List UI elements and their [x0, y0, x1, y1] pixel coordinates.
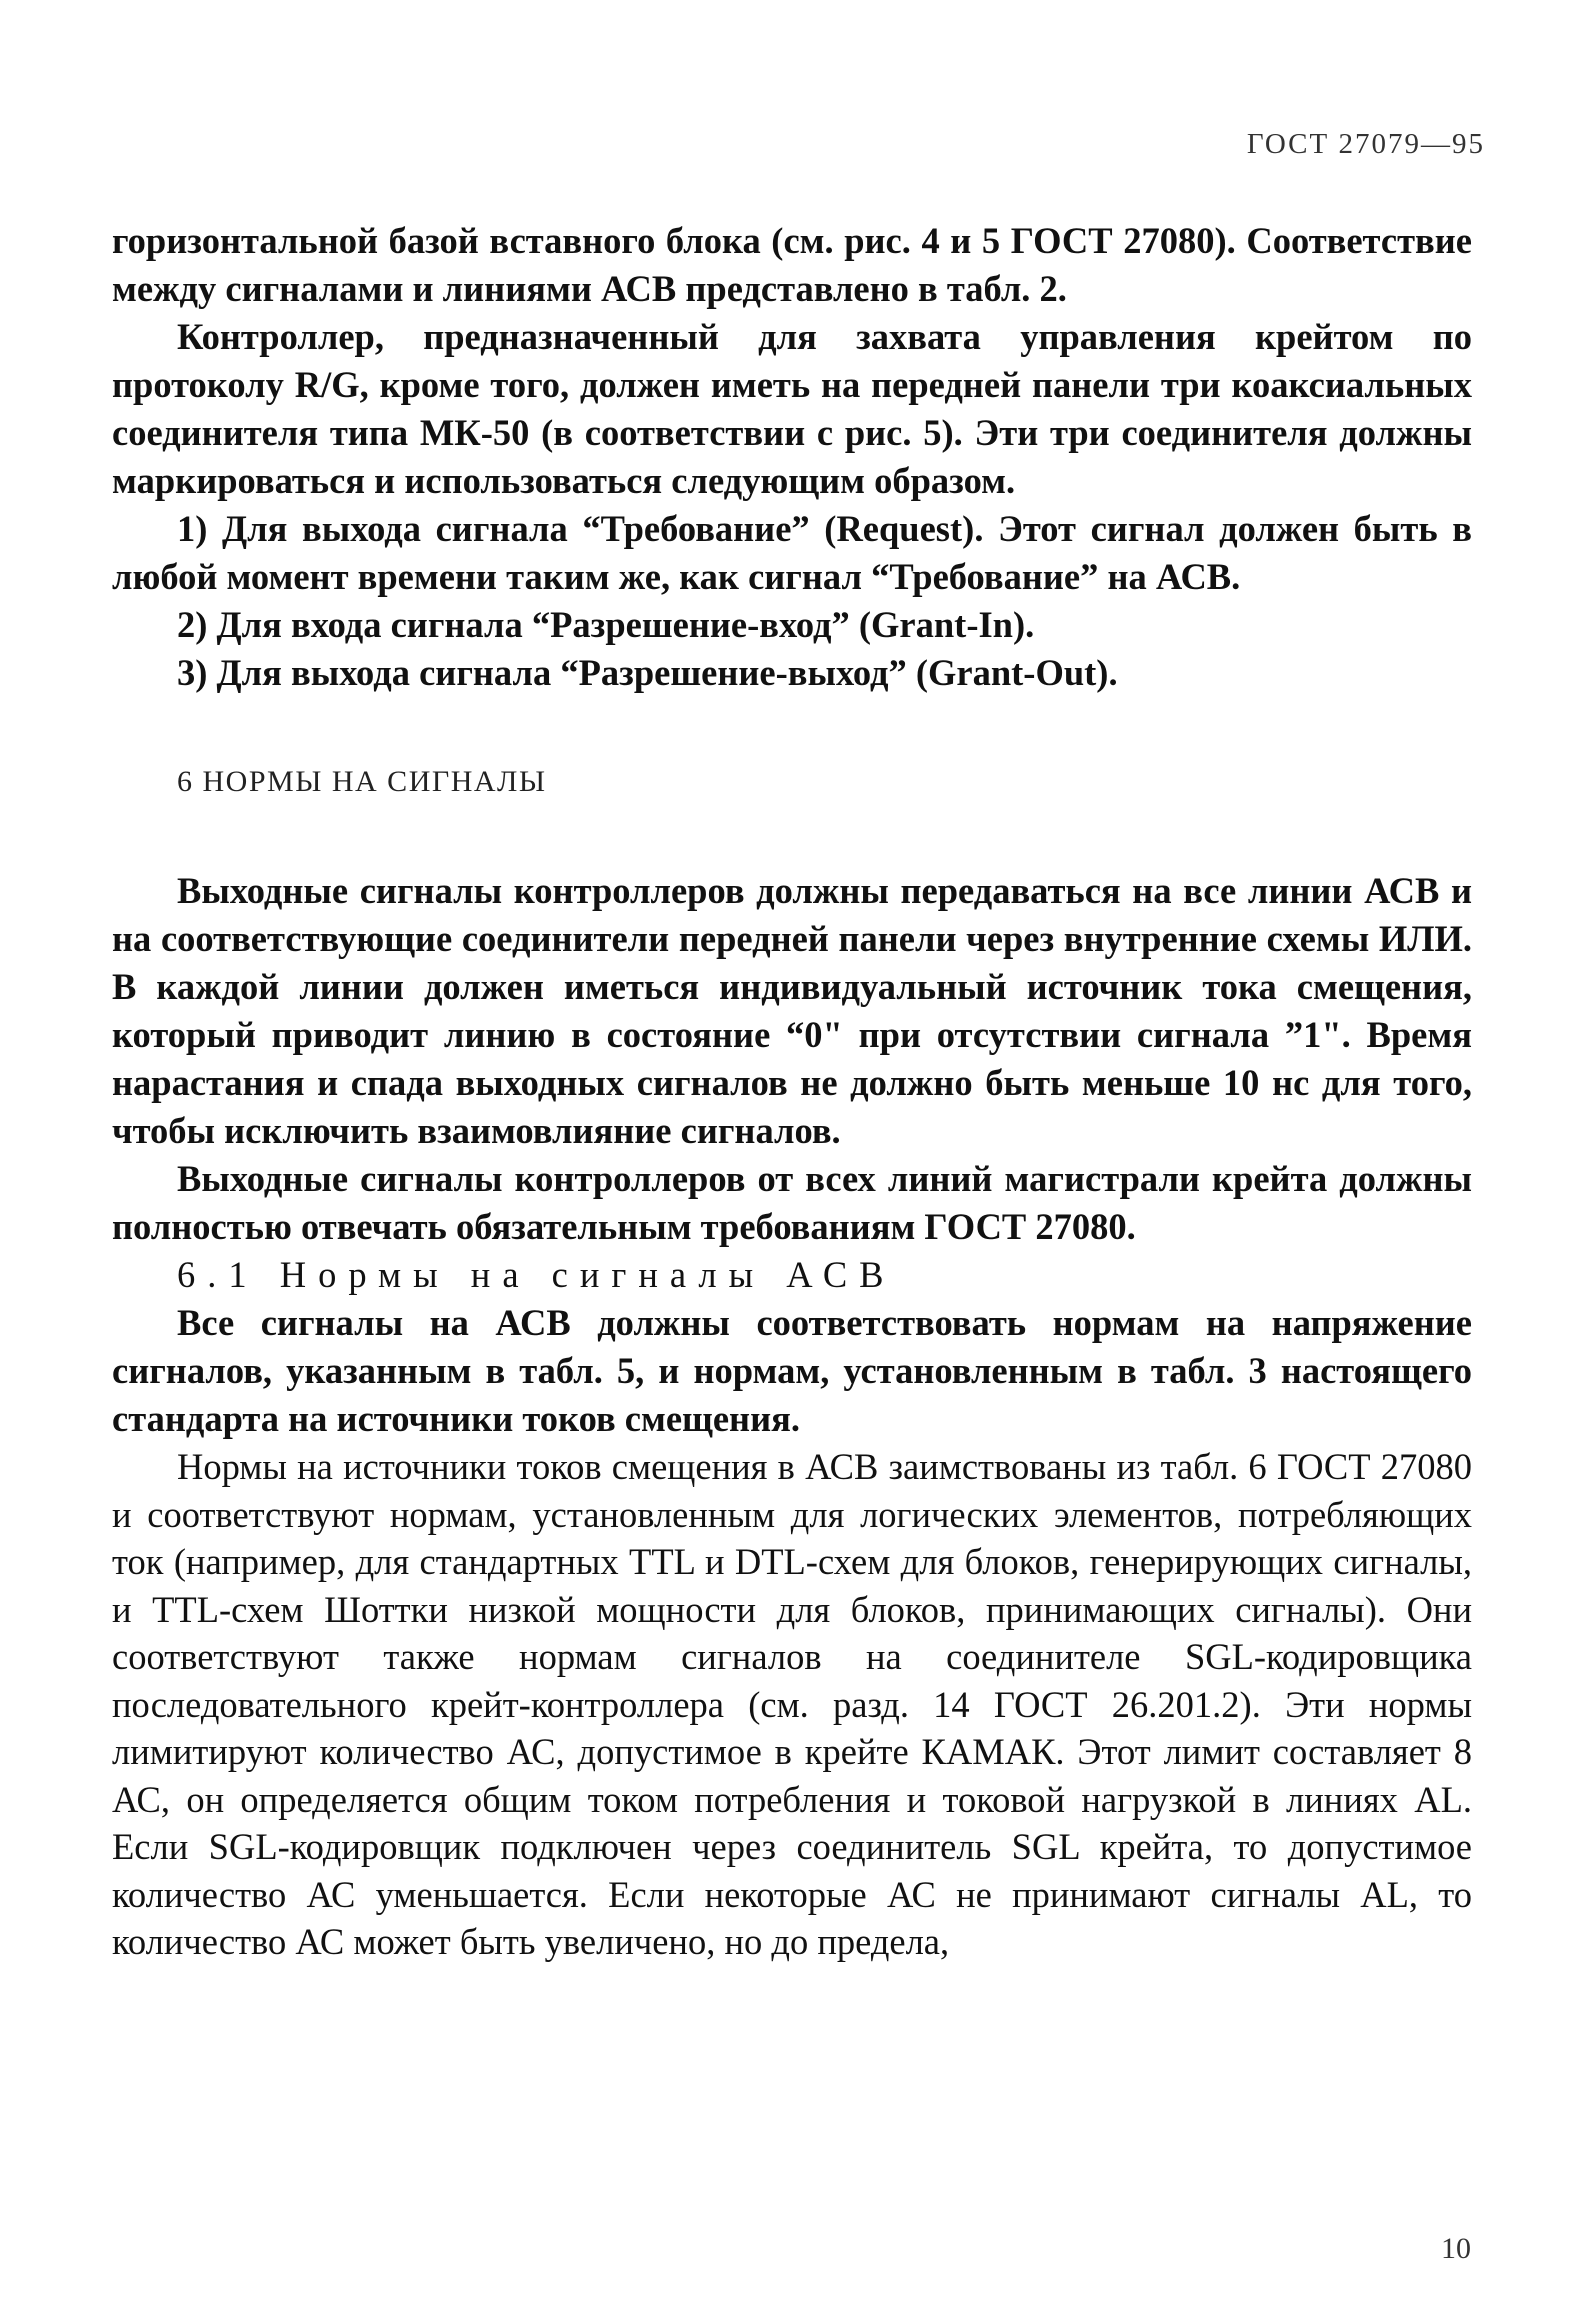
paragraph-output-signals: Выходные сигналы контроллеров должны передаваться на все линии АСВ и на соответствующие соединители передней панели через внутренние схемы ИЛИ. В каждой линии должен иметься индивидуальный источник тока смещения, который приводит линию в состояние “0" при отсутствии сигнала ”1". Время нарастания и спада выходных сигналов не должно быть меньше 10 нс для того, чтобы исключить взаимовлияние сигналов.: [112, 870, 1472, 1151]
list-item-request: 1) Для выхода сигнала “Требование” (Request). Этот сигнал должен быть в любой момент времени таким же, как сигнал “Требование” на АСВ.: [112, 508, 1472, 597]
paragraph-output-requirements: Выходные сигналы контроллеров от всех линий магистрали крейта должны полностью отвечать обязательным требованиям ГОСТ 27080.: [112, 1158, 1472, 1247]
subsection-heading: 6.1 Нормы на сигналы АСВ: [177, 1254, 896, 1295]
paragraph-controller: Контроллер, предназначенный для захвата управления крейтом по протоколу R/G, кроме того, должен иметь на передней панели три коаксиальных соединителя типа МК-50 (в соответствии с рис. 5). Эти три соединителя должны маркироваться и использоваться следующим образом.: [112, 316, 1472, 501]
list-item-grant-in: 2) Для входа сигнала “Разрешение-вход” (Grant-In).: [177, 604, 1035, 645]
page-number: 10: [1441, 2232, 1471, 2265]
section-heading: 6 НОРМЫ НА СИГНАЛЫ: [177, 765, 547, 798]
paragraph-acb-norms: Все сигналы на АСВ должны соответствовать нормам на напряжение сигналов, указанным в табл. 5, и нормам, установленным в табл. 3 настоящего стандарта на источники токов смещения.: [112, 1302, 1472, 1439]
paragraph-continuation: горизонтальной базой вставного блока (см. рис. 4 и 5 ГОСТ 27080). Соответствие между сигналами и линиями АСВ представлено в табл. 2.: [112, 220, 1472, 309]
document-header: ГОСТ 27079—95: [1246, 128, 1485, 160]
list-item-grant-out: 3) Для выхода сигнала “Разрешение-выход” (Grant-Out).: [177, 652, 1118, 693]
paragraph-current-sources: Нормы на источники токов смещения в АСВ заимствованы из табл. 6 ГОСТ 27080 и соответствуют нормам, установленным для логических элементов, потребляющих ток (например, для стандартных TTL и DTL-схем для блоков, генерирующих сигналы, и TTL-схем Шоттки низкой мощности для блоков, принимающих сигналы). Они соответствуют также нормам сигналов на соединителе SGL-кодировщика последовательного крейт-контроллера (см. разд. 14 ГОСТ 26.201.2). Эти нормы лимитируют количество АС, допустимое в крейте КАМАК. Этот лимит составляет 8 АС, он определяется общим током потребления и токовой нагрузкой в линиях AL. Если SGL-кодировщик подключен через соединитель SGL крейта, то допустимое количество АС уменьшается. Если некоторые АС не принимают сигналы AL, то количество АС может быть увеличено, но до предела,: [112, 1446, 1472, 1962]
document-body: [112, 217, 1472, 1966]
